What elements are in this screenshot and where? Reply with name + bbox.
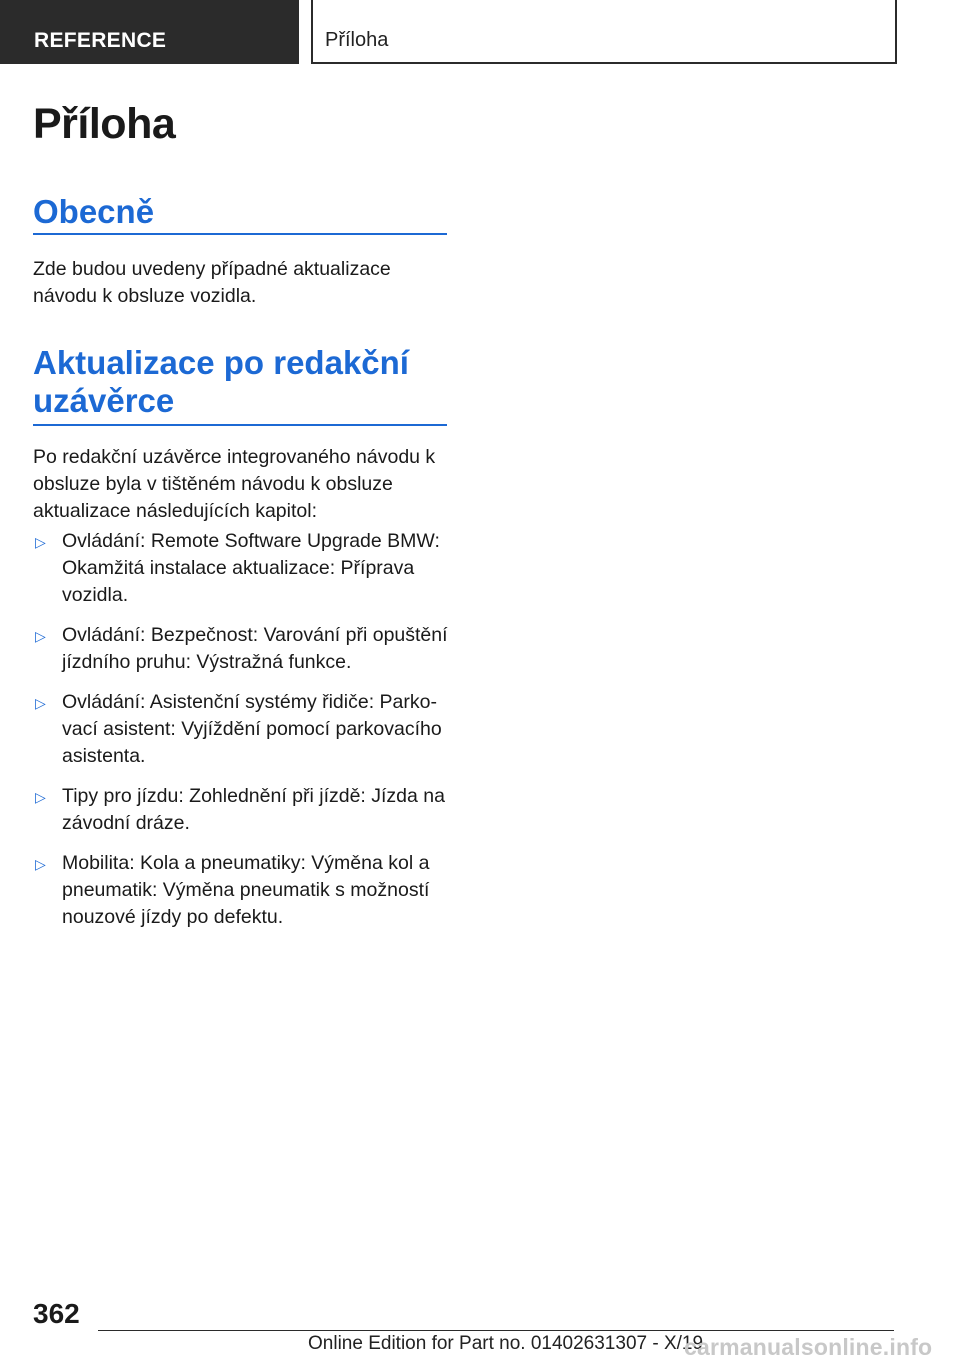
list-item-text: Ovládání: Remote Software Upgrade BMW: Okamžitá instalace aktualizace: Příprava vozidla. [62, 530, 440, 606]
footer-divider [98, 1330, 894, 1331]
list-item [33, 528, 451, 609]
section-paragraph-general: Zde budou uvedeny případné aktualizace návodu k obsluze vozidla. [33, 258, 391, 307]
page-number: 362 [33, 1298, 80, 1329]
header-section-label: REFERENCE [34, 29, 167, 52]
list-item-text: Mobilita: Kola a pneumatiky: Výměna kol a pneumatik: Výměna pneumatik s možností nouzové jízdy po defektu. [62, 852, 430, 928]
section-heading-updates: Aktualizace po redakční uzávěrce [33, 344, 447, 426]
header-section-tab [0, 0, 299, 64]
header-chapter-label: Příloha [325, 29, 389, 51]
section-paragraph-updates: Po redakční uzávěrce integrovaného návodu k obsluze byla v tištěném návodu k obsluze aktualizace následujících kapitol: [33, 446, 436, 522]
list-item-text: Tipy pro jízdu: Zohlednění při jízdě: Jízda na závodní dráze. [62, 785, 445, 834]
list-item [33, 850, 451, 931]
list-item [33, 783, 451, 837]
watermark-text[interactable]: carmanualsonline.info [684, 1334, 933, 1360]
triangle-right-icon: ▷ [35, 534, 46, 550]
triangle-right-icon: ▷ [35, 695, 46, 711]
list-item-text: Ovládání: Asistenční systémy řidiče: Parkovací asistent: Vyjíždění pomocí parkovacího asistenta. [62, 691, 442, 767]
triangle-right-icon: ▷ [35, 789, 46, 805]
footer-edition-text: Online Edition for Part no. 01402631307 - X/19 [308, 1333, 704, 1354]
list-item [33, 689, 451, 770]
list-item [33, 622, 451, 676]
update-list [33, 528, 451, 944]
triangle-right-icon: ▷ [35, 856, 46, 872]
triangle-right-icon: ▷ [35, 628, 46, 644]
header-chapter-box [311, 0, 897, 64]
list-item-text: Ovládání: Bezpečnost: Varování při opuštění jízdního pruhu: Výstražná funkce. [62, 624, 448, 673]
page-title: Příloha [33, 100, 176, 148]
section-heading-general: Obecně [33, 193, 447, 235]
